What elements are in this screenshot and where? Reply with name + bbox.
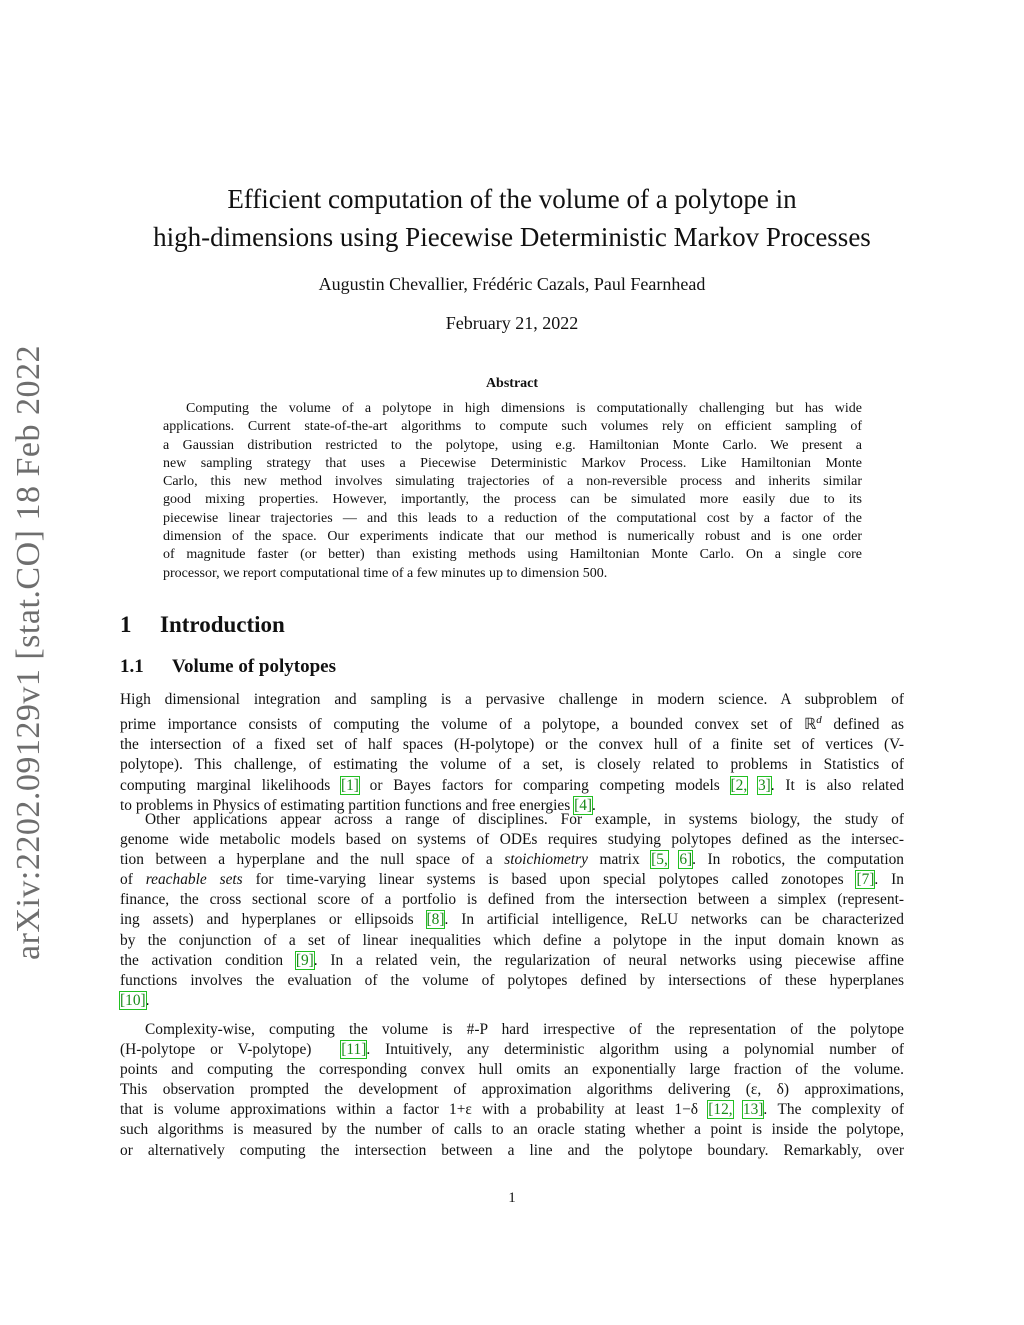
citation-link[interactable]: [12,: [708, 1101, 733, 1119]
citation-link[interactable]: [9]: [295, 951, 314, 969]
text-span: matrix: [587, 851, 652, 869]
text-span: . In artificial intelligence, ReLU networks can be characterized: [444, 911, 905, 929]
text-line: [120, 951, 904, 971]
text-line: Other applications appear across a range of disciplines. For example, in systems biology, the study of: [145, 811, 904, 828]
subsection-number: 1.1: [120, 656, 144, 677]
citation-link[interactable]: [8]: [426, 911, 445, 929]
text-span: to problems in Physics of estimating partition functions and free energies: [120, 796, 575, 814]
citation-link[interactable]: 6]: [679, 851, 693, 869]
text-line: [120, 1100, 904, 1120]
text-span: ing assets) and hyperplanes or ellipsoids: [120, 911, 427, 929]
text-span: .: [592, 796, 596, 814]
date: February 21, 2022: [445, 313, 579, 333]
text-span: . The complexity of: [763, 1101, 904, 1119]
abstract-line: new sampling strategy that uses a Piecewise Deterministic Markov Process. Like Hamiltonian Monte: [163, 455, 862, 471]
authors: Augustin Chevallier, Frédéric Cazals, Paul Fearnhead: [318, 274, 706, 294]
text-line: points and computing the corresponding convex hull omits an exponentially large fraction of the volume.: [120, 1061, 904, 1079]
text-line: genome wide metabolic models based on systems of ODEs requires studying polytopes defined as the intersec-: [120, 831, 904, 849]
text-line: [120, 776, 904, 796]
text-line: [120, 910, 904, 930]
text-line: such algorithms is measured by the number of calls to an oracle stating whether a point is inside the polytope,: [120, 1121, 904, 1139]
subsection-title: Volume of polytopes: [172, 656, 336, 677]
citation-link[interactable]: [2,: [730, 776, 748, 794]
text-span: (H-polytope or V-polytope): [120, 1041, 342, 1059]
text-span: . In: [874, 871, 904, 889]
text-line: High dimensional integration and sampling is a pervasive challenge in modern science. A subproblem of: [120, 691, 904, 708]
abstract-line: Computing the volume of a polytope in high dimensions is computationally challenging but has wide: [186, 401, 862, 416]
citation-link[interactable]: [5,: [651, 851, 668, 869]
text-span: for time-varying linear systems is based upon special polytopes called zonotopes: [242, 871, 857, 889]
abstract-line: processor, we report computational time of a few minutes up to dimension 500.: [163, 565, 608, 581]
text-span: . It is also related: [770, 776, 904, 794]
emphasis: reachable sets: [145, 871, 243, 889]
text-line: [120, 1040, 904, 1060]
citation-link[interactable]: [11]: [341, 1041, 367, 1059]
abstract-line: a Gaussian distribution restricted to the polytope, using e.g. Hamiltonian Monte Carlo. We present a: [163, 437, 862, 453]
text-span: prime importance consists of computing the volume of a polytope, a bounded convex set of ℝ: [120, 716, 817, 734]
page-number: 1: [508, 1190, 516, 1206]
abstract-line: dimension of the space. Our experiments indicate that our method is numerically robust and is one order: [163, 529, 862, 545]
text-span: . In a related vein, the regularization of neural networks using piecewise affine: [313, 951, 904, 969]
title-line: Efficient computation of the volume of a polytope in: [227, 184, 797, 214]
text-line: polytope). This challenge, of estimating the volume of a set, is closely related to problems in Statistics of: [120, 756, 904, 774]
text-line: the intersection of a fixed set of half spaces (H-polytope) or the convex hull of a finite set of vertices (V-: [120, 736, 904, 754]
text-line: [120, 710, 904, 735]
text-line: This observation prompted the development of approximation algorithms delivering (ε, δ) approximations,: [120, 1081, 904, 1099]
abstract-line: applications. Current state-of-the-art algorithms to compute such volumes rely on efficient sampling of: [163, 419, 862, 435]
text-span: . In robotics, the computation: [692, 851, 904, 869]
paragraph-3: [120, 1020, 904, 1161]
paper-title: [110, 180, 914, 256]
title-line: high-dimensions using Piecewise Deterministic Markov Processes: [153, 222, 871, 252]
section-number: 1: [120, 612, 132, 637]
citation-link[interactable]: [7]: [856, 871, 875, 889]
text-line: [120, 991, 904, 1011]
paragraph-1: [120, 690, 904, 816]
abstract-body: [163, 400, 862, 583]
text-line: or alternatively computing the intersection between a line and the polytope boundary. Remarkably, over: [120, 1141, 904, 1159]
text-span: .: [145, 991, 150, 1009]
text-span: defined as: [821, 716, 904, 734]
text-span: the activation condition: [120, 951, 296, 969]
text-span: that is volume approximations within a factor 1+ε with a probability at least 1−δ: [120, 1101, 709, 1119]
paragraph-2: [120, 810, 904, 1011]
citation-link[interactable]: 3]: [757, 776, 771, 794]
superscript: d: [816, 714, 822, 727]
text-span: computing marginal likelihoods: [120, 776, 341, 794]
text-line: functions involves the evaluation of the volume of polytopes defined by intersections of these hyperplanes: [120, 971, 904, 989]
citation-link[interactable]: [4]: [574, 796, 593, 814]
text-span: of: [120, 871, 146, 889]
citation-link[interactable]: [1]: [340, 776, 359, 794]
text-line: [120, 850, 904, 870]
text-span: or Bayes factors for comparing competing models: [358, 776, 731, 794]
text-line: Complexity-wise, computing the volume is #-P hard irrespective of the representation of the polytope: [145, 1021, 904, 1038]
abstract-heading: Abstract: [485, 376, 539, 391]
arxiv-identifier: arXiv:2202.09129v1 [stat.CO] 18 Feb 2022: [10, 345, 47, 960]
text-span: tion between a hyperplane and the null space of a: [120, 851, 505, 869]
text-line: by the conjunction of a set of linear inequalities which define a polytope in the input domain known as: [120, 931, 904, 949]
citation-link[interactable]: [10]: [120, 991, 146, 1009]
text-span: . Intuitively, any deterministic algorithm using a polynomial number of: [366, 1041, 905, 1059]
abstract-line: Carlo, this new method involves simulating trajectories of a non-reversible process and inherits similar: [163, 474, 862, 490]
section-title: Introduction: [160, 612, 285, 637]
subsection-heading: [120, 656, 336, 678]
abstract-line: piecewise linear trajectories — and this leads to a reduction of the computational cost by a factor of the: [163, 510, 862, 526]
text-line: finance, the cross sectional score of a portfolio is defined from the intersection between a simplex (represent-: [120, 891, 904, 909]
citation-link[interactable]: 13]: [742, 1101, 764, 1119]
emphasis: stoichiometry: [504, 851, 588, 869]
abstract-line: good mixing properties. However, importantly, the process can be simulated more easily due to its: [163, 492, 862, 508]
section-heading: [120, 612, 285, 638]
abstract-line: of magnitude faster (or better) than existing methods using Hamiltonian Monte Carlo. On a single core: [163, 547, 862, 563]
text-line: [120, 870, 904, 890]
